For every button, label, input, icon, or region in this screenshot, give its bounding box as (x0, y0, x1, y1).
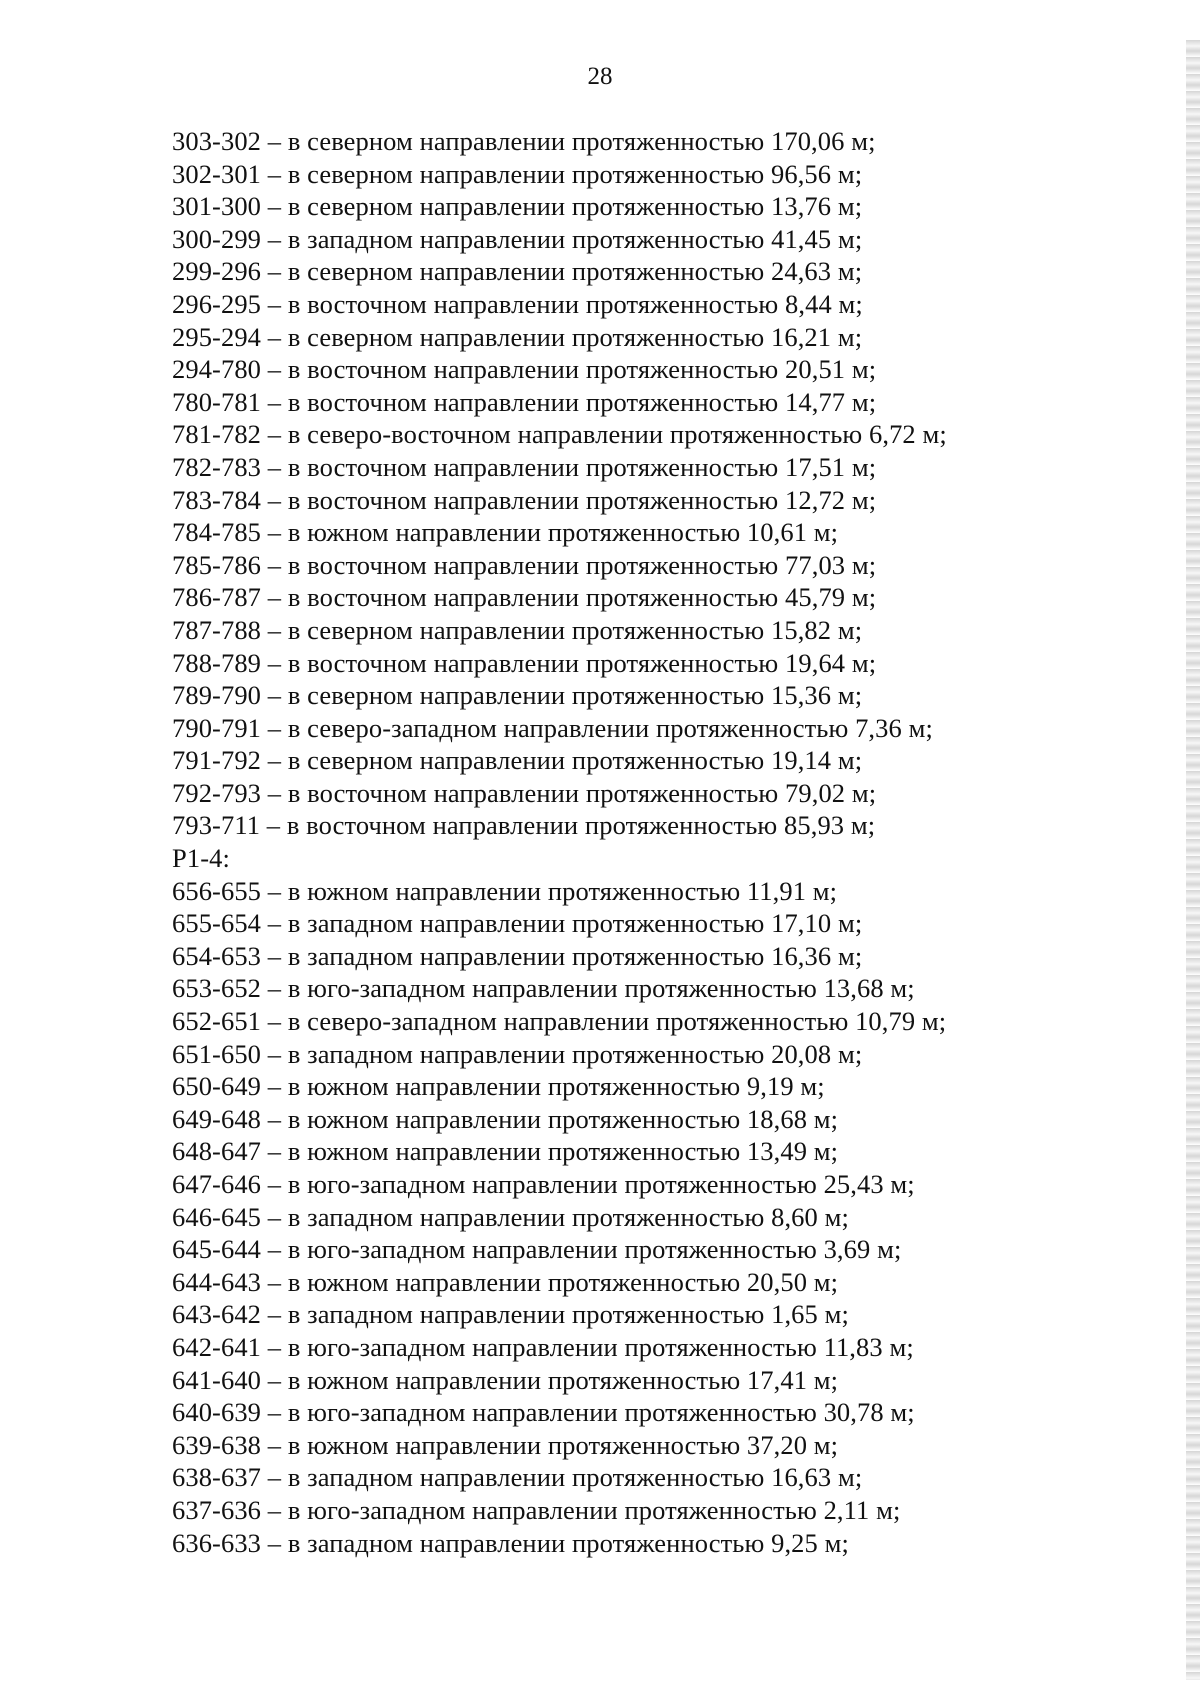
text-line: 636-633 – в западном направлении протяженностью 9,25 м; (172, 1527, 849, 1558)
text-line: 787-788 – в северном направлении протяженностью 15,82 м; (172, 614, 863, 645)
text-line: 295-294 – в северном направлении протяженностью 16,21 м; (172, 321, 863, 352)
text-line: 791-792 – в северном направлении протяженностью 19,14 м; (172, 745, 863, 776)
text-line: 656-655 – в южном направлении протяженностью 11,91 м; (172, 875, 838, 906)
page-number: 28 (587, 63, 613, 90)
boundary-segment-list (172, 125, 1172, 1559)
text-line: 651-650 – в западном направлении протяженностью 20,08 м; (172, 1038, 863, 1069)
text-line: 784-785 – в южном направлении протяженностью 10,61 м; (172, 517, 839, 548)
text-line: 785-786 – в восточном направлении протяженностью 77,03 м; (172, 549, 877, 580)
text-line: 302-301 – в северном направлении протяженностью 96,56 м; (172, 158, 863, 189)
text-line: 789-790 – в северном направлении протяженностью 15,36 м; (172, 680, 863, 711)
text-line: 641-640 – в южном направлении протяженностью 17,41 м; (172, 1364, 839, 1395)
text-line: 644-643 – в южном направлении протяженностью 20,50 м; (172, 1266, 839, 1297)
text-line: 650-649 – в южном направлении протяженностью 9,19 м; (172, 1071, 825, 1102)
text-line: 645-644 – в юго-западном направлении протяженностью 3,69 м; (172, 1234, 902, 1265)
text-line: 649-648 – в южном направлении протяженностью 18,68 м; (172, 1103, 839, 1134)
text-line: 653-652 – в юго-западном направлении протяженностью 13,68 м; (172, 973, 915, 1004)
text-line: 642-641 – в юго-западном направлении протяженностью 11,83 м; (172, 1331, 914, 1362)
text-line: 299-296 – в северном направлении протяженностью 24,63 м; (172, 256, 863, 287)
text-line: Р1-4: (172, 843, 230, 874)
text-line: 793-711 – в восточном направлении протяженностью 85,93 м; (172, 810, 876, 841)
text-line: 301-300 – в северном направлении протяженностью 13,76 м; (172, 191, 863, 222)
text-line: 788-789 – в восточном направлении протяженностью 19,64 м; (172, 647, 877, 678)
text-line: 638-637 – в западном направлении протяженностью 16,63 м; (172, 1462, 863, 1493)
text-line: 296-295 – в восточном направлении протяженностью 8,44 м; (172, 288, 863, 319)
scan-edge-artifact (1186, 40, 1200, 1680)
text-line: 781-782 – в северо-восточном направлении протяженностью 6,72 м; (172, 419, 947, 450)
text-line: 303-302 – в северном направлении протяженностью 170,06 м; (172, 126, 876, 156)
text-line: 300-299 – в западном направлении протяженностью 41,45 м; (172, 223, 863, 254)
text-line: 647-646 – в юго-западном направлении протяженностью 25,43 м; (172, 1169, 915, 1199)
text-line: 646-645 – в западном направлении протяженностью 8,60 м; (172, 1201, 849, 1232)
text-line: 643-642 – в западном направлении протяженностью 1,65 м; (172, 1299, 849, 1330)
text-line: 655-654 – в западном направлении протяженностью 17,10 м; (172, 908, 863, 939)
text-line: 294-780 – в восточном направлении протяженностью 20,51 м; (172, 354, 877, 385)
text-line: 637-636 – в юго-западном направлении протяженностью 2,11 м; (172, 1494, 901, 1525)
text-line: 652-651 – в северо-западном направлении протяженностью 10,79 м; (172, 1006, 947, 1037)
text-line: 783-784 – в восточном направлении протяженностью 12,72 м; (172, 484, 877, 515)
text-line: 639-638 – в южном направлении протяженностью 37,20 м; (172, 1429, 839, 1460)
text-line: 790-791 – в северо-западном направлении протяженностью 7,36 м; (172, 712, 933, 743)
text-line: 792-793 – в восточном направлении протяженностью 79,02 м; (172, 777, 877, 808)
text-line: 648-647 – в южном направлении протяженностью 13,49 м; (172, 1136, 839, 1167)
text-line: 640-639 – в юго-западном направлении протяженностью 30,78 м; (172, 1397, 915, 1428)
text-line: 782-783 – в восточном направлении протяженностью 17,51 м; (172, 451, 877, 482)
text-line: 654-653 – в западном направлении протяженностью 16,36 м; (172, 940, 863, 971)
text-line: 780-781 – в восточном направлении протяженностью 14,77 м; (172, 386, 877, 417)
text-line: 786-787 – в восточном направлении протяженностью 45,79 м; (172, 582, 877, 613)
